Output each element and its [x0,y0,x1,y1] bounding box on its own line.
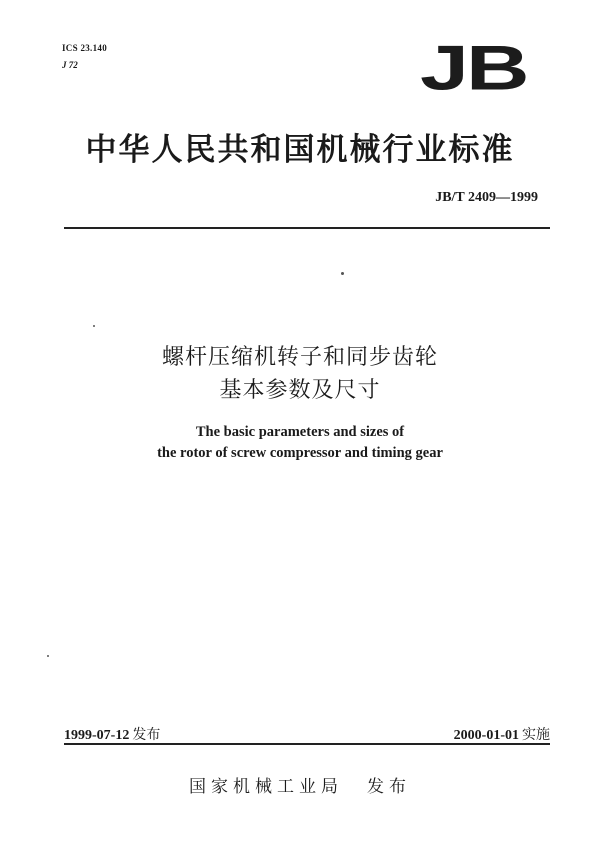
classification-code: J 72 [62,60,78,70]
publish-label: 发布 [132,727,161,743]
publish-date-block [64,724,160,744]
issuer-line [0,772,600,797]
chinese-title-line-2: 基本参数及尺寸 [219,378,381,403]
standard-title: 中华人民共和国机械行业标准 [85,132,515,168]
effective-date: 2000-01-01 [453,728,519,743]
chinese-title-line-1: 螺杆压缩机转子和同步齿轮 [161,345,438,370]
scan-speck [47,655,49,657]
scan-speck [341,272,344,275]
jb-logo: JB [420,31,527,103]
ics-code: ICS 23.140 [62,43,108,53]
top-divider [64,227,550,229]
issuer-name: 国家机械工业局 [189,777,343,797]
english-title-line-1: The basic parameters and sizes of [195,424,405,440]
standard-code: JB/T 2409—1999 [435,190,538,205]
english-title-line-2: the rotor of screw compressor and timing gear [157,445,443,461]
effective-date-block [454,724,550,744]
issuer-action: 发布 [367,777,411,797]
effective-label: 实施 [522,727,550,743]
publish-date: 1999-07-12 [64,728,130,743]
bottom-divider [64,743,550,745]
scan-speck [93,325,95,327]
